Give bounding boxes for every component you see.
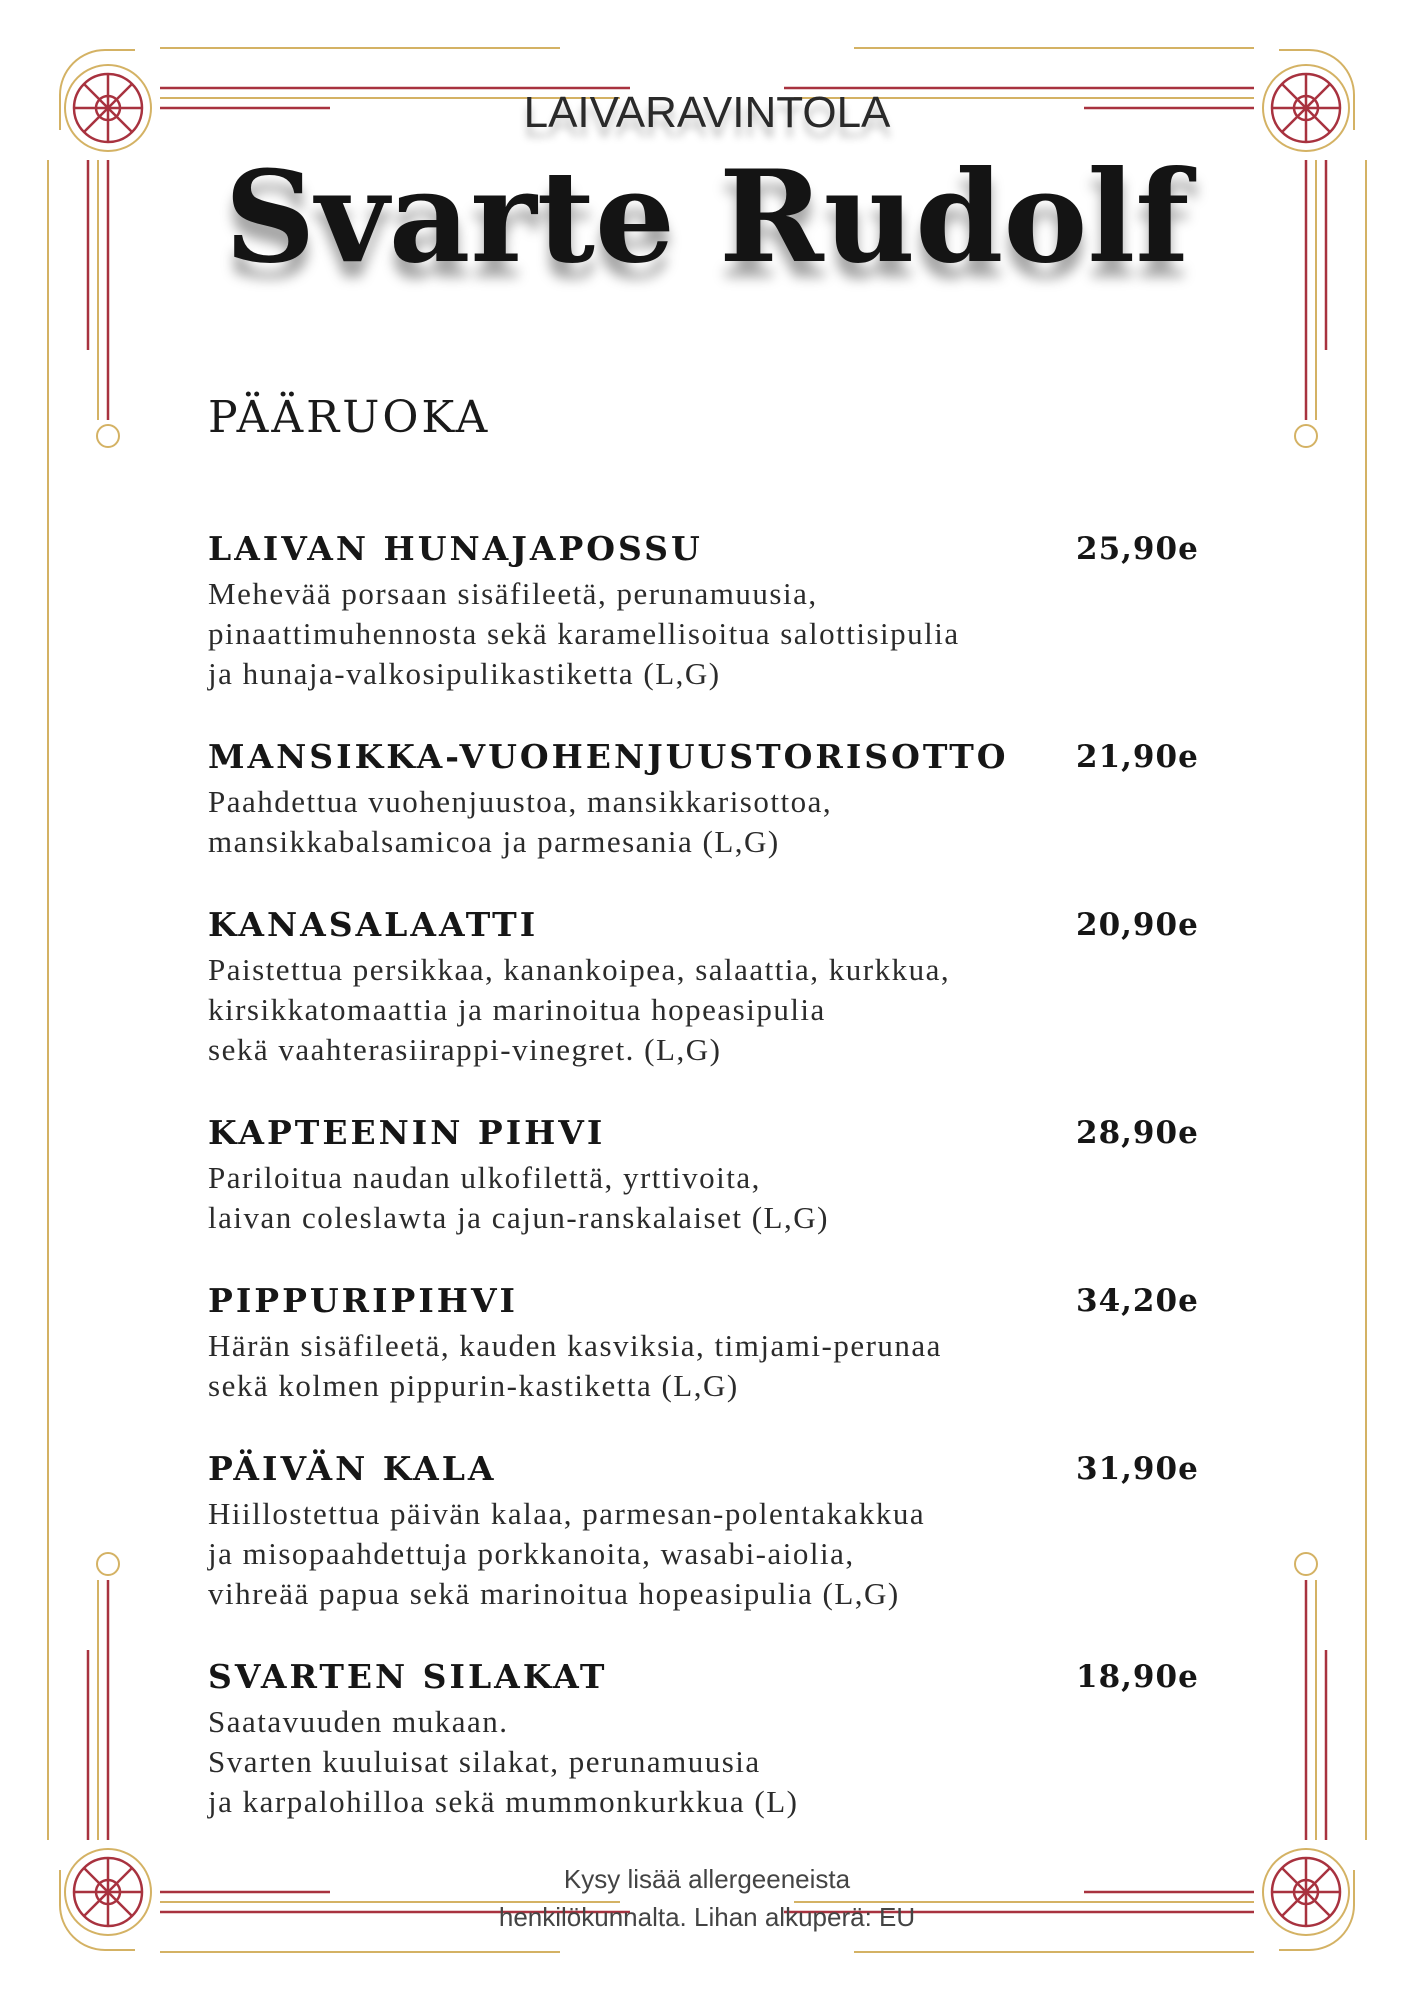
description-line: mansikkabalsamicoa ja parmesania (L,G) [208, 824, 780, 859]
description-line: Hiillostettua päivän kalaa, parmesan-polentakakkua [208, 1496, 926, 1531]
description-line: Svarten kuuluisat silakat, perunamuusia [208, 1744, 761, 1779]
dish-name: SVARTEN SILAKAT [208, 1657, 608, 1696]
dish-description [208, 1494, 1208, 1614]
dish-name: MANSIKKA-VUOHENJUUSTORISOTTO [208, 737, 1009, 776]
dish-price: 25,90e [1076, 531, 1199, 567]
allergen-footer [0, 1860, 1414, 1936]
dish-name: KANASALAATTI [208, 905, 539, 944]
description-line: Paistettua persikkaa, kanankoipea, salaattia, kurkkua, [208, 952, 951, 987]
footer-line: henkilökunnalta. Lihan alkuperä: EU [498, 1902, 916, 1932]
restaurant-supertitle: LAIVARAVINTOLA [523, 88, 891, 137]
dish-price: 18,90e [1076, 1659, 1199, 1695]
description-line: ja hunaja-valkosipulikastiketta (L,G) [208, 656, 721, 691]
description-line: sekä vaahterasiirappi-vinegret. (L,G) [208, 1032, 722, 1067]
dish-price: 34,20e [1076, 1283, 1199, 1319]
dish-price: 21,90e [1076, 739, 1199, 775]
dish-name: PIPPURIPIHVI [208, 1281, 518, 1320]
menu-list [208, 524, 1208, 1860]
restaurant-brand-title: Svarte Rudolf [224, 143, 1190, 291]
menu-item [208, 1108, 1208, 1238]
description-line: Saatavuuden mukaan. [208, 1704, 509, 1739]
dish-price: 31,90e [1076, 1451, 1199, 1487]
dish-description [208, 782, 1208, 862]
menu-item [208, 524, 1208, 694]
description-line: sekä kolmen pippurin-kastiketta (L,G) [208, 1368, 739, 1403]
dish-name: PÄIVÄN KALA [208, 1449, 497, 1488]
description-line: pinaattimuhennosta sekä karamellisoitua salottisipulia [208, 616, 960, 651]
menu-item [208, 1444, 1208, 1614]
description-line: Pariloitua naudan ulkofilettä, yrttivoita, [208, 1160, 761, 1195]
description-line: Paahdettua vuohenjuustoa, mansikkarisottoa, [208, 784, 833, 819]
dish-price: 20,90e [1076, 907, 1199, 943]
dish-description [208, 574, 1208, 694]
description-line: ja misopaahdettuja porkkanoita, wasabi-aiolia, [208, 1536, 855, 1571]
dish-price: 28,90e [1076, 1115, 1199, 1151]
menu-item [208, 900, 1208, 1070]
menu-item [208, 1652, 1208, 1822]
description-line: Mehevää porsaan sisäfileetä, perunamuusia, [208, 576, 818, 611]
dish-description [208, 950, 1208, 1070]
description-line: ja karpalohilloa sekä mummonkurkkua (L) [208, 1784, 799, 1819]
dish-name: LAIVAN HUNAJAPOSSU [208, 529, 703, 568]
menu-item [208, 1276, 1208, 1406]
dish-description [208, 1702, 1208, 1822]
description-line: Härän sisäfileetä, kauden kasviksia, timjami-perunaa [208, 1328, 942, 1363]
section-title: PÄÄRUOKA [208, 392, 491, 443]
description-line: vihreää papua sekä marinoitua hopeasipulia (L,G) [208, 1576, 900, 1611]
dish-description [208, 1326, 1208, 1406]
description-line: laivan coleslawta ja cajun-ranskalaiset (L,G) [208, 1200, 829, 1235]
description-line: kirsikkatomaattia ja marinoitua hopeasipulia [208, 992, 826, 1027]
dish-description [208, 1158, 1208, 1238]
dish-name: KAPTEENIN PIHVI [208, 1113, 606, 1152]
footer-line: Kysy lisää allergeeneista [563, 1864, 851, 1894]
menu-item [208, 732, 1208, 862]
